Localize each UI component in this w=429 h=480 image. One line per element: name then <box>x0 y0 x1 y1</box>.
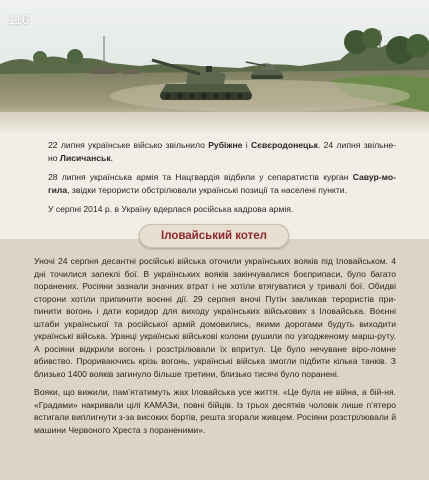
text-run: , звідки терористи обстрілювали українські позиції та населені пункти. <box>67 184 347 195</box>
section-heading-text: Іловайський котел <box>161 230 267 242</box>
place-lysychansk: Лисичанськ <box>59 152 111 163</box>
intro-paragraph-1 <box>48 139 396 164</box>
section-heading <box>139 224 289 248</box>
text-run: 28 липня українська армія та Нацгвардія відбили у сепаратистів курган <box>48 172 353 183</box>
section-paragraph-2: Вояки, що вижили, пам’ятатимуть жах Іловайська усе життя. «Це була не війна, а бій-ня. «Градами» накривали цілі КАМАЗи, повні бійців. Із трьох десятків чоловік лише п’ятеро встигали виплигнути з-за високих бортів, решта згорали живцем. Росіяни розстрілювали й машини Червоного Хреста з пораненими». <box>34 387 396 435</box>
header-photo <box>0 0 429 132</box>
text-run: . <box>110 152 114 163</box>
page-number: 116 <box>8 12 30 27</box>
intro-paragraph-2 <box>48 171 396 196</box>
intro-paragraph-3: У серпні 2014 р. в Україну вдерлася російська кадрова армія. <box>48 204 294 215</box>
place-rubizhne: Рубіжне <box>208 140 243 150</box>
section-text <box>34 255 396 442</box>
text-run: . 24 липня звільне-но <box>48 140 396 163</box>
place-savur-mohyla: Савур-мо-гила <box>48 172 396 195</box>
text-run: і <box>242 140 252 150</box>
tanks-photo-icon <box>0 0 429 132</box>
place-sievierodonetsk: Сєвєродонецьк <box>251 140 318 150</box>
intro-text <box>48 139 396 223</box>
text-run: 22 липня українське військо звільнило <box>48 140 209 150</box>
section-paragraph-1: Уночі 24 серпня десантні російські війська оточили українських вояків під Іловайськом. 4 дні точилися запеклі бої. В українських вояків закінчувалися боєприпаси, було багато поранених. Росіяни зазнали значних втрат і не хотіли втягуватися у тривалі бої. Обидві сторони хотіли припинити воєнні дії. 29 серпня вночі Путін закликав терористів при-пинити вогонь і дати коридор для виходу українських військових з Іловайська. Воєнні штаби української та російської армій домовились, якими дорогами будуть виходити українські війська. Уранці українські військові колони рушили по узгодженому марш-руту. А росіяни відкрили вогонь і розстрілювали їх впритул. Це було нечуване віро-ломне вбивство. Прориваючись крізь вогонь, українські війська змогли підбити кілька танків. З близько 1400 вояків загинуло більше третини, близько тисячі було поранені. <box>34 256 396 379</box>
